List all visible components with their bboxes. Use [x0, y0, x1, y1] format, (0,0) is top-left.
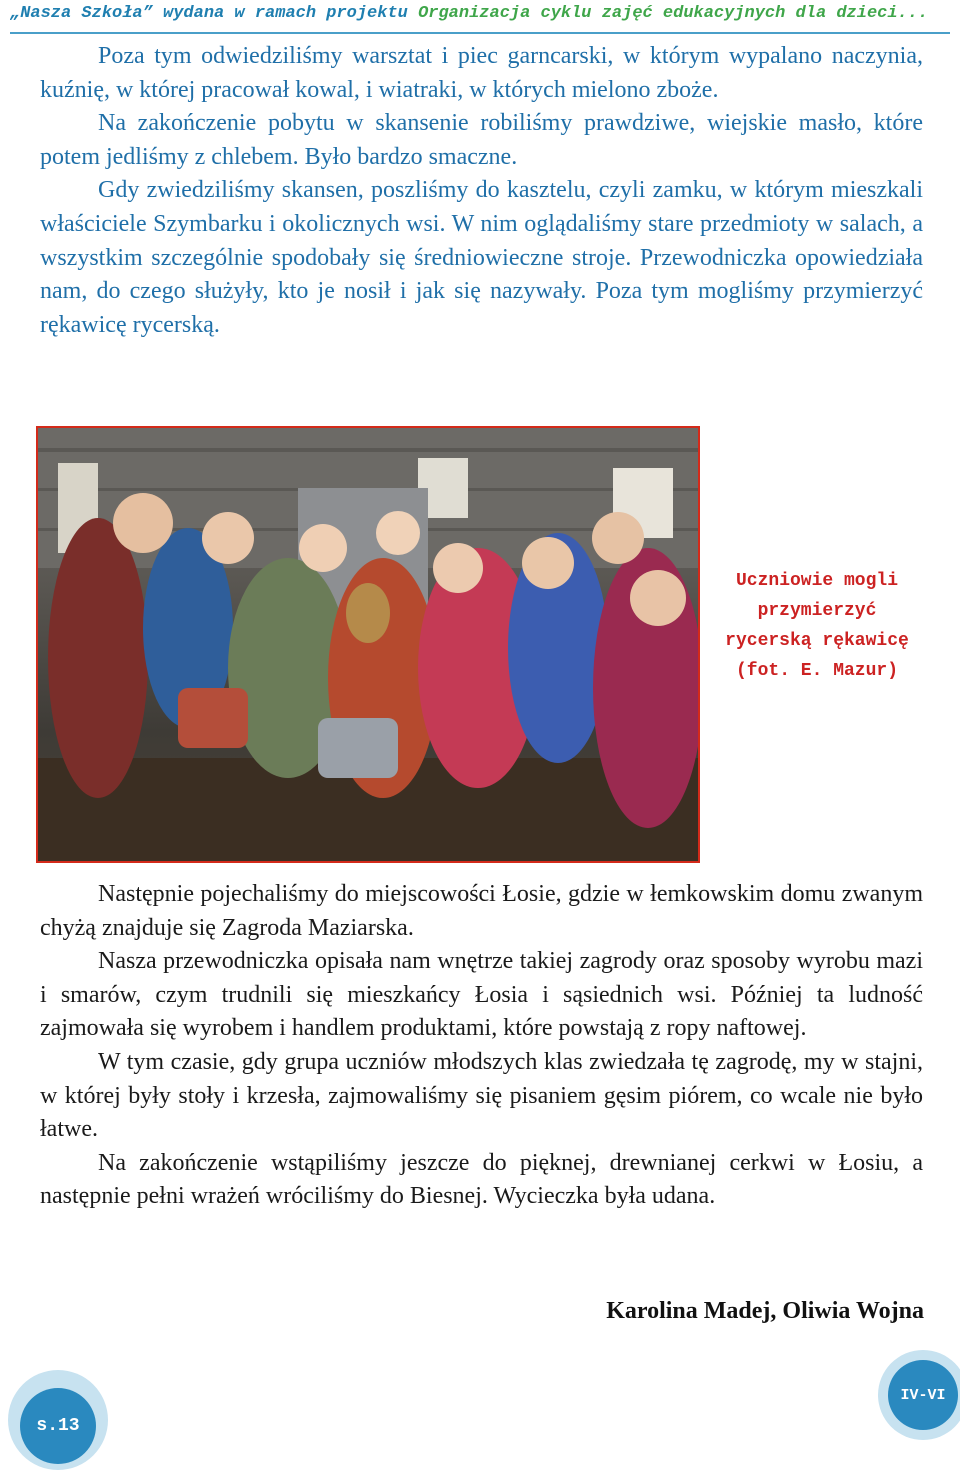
header-prefix: „Nasza Szkoła” wydana w ramach projektu: [10, 4, 419, 23]
paragraph: Nasza przewodniczka opisała nam wnętrze takiej zagrody oraz sposoby wyrobu mazi i smarów, czym trudnili się mieszkańcy Łosia i sąsiednich wsi. Później ta ludność zajmowała się wyrobem i handlem produktami, które powstają z ropy naftowej.: [40, 948, 923, 1042]
caption-line: (fot. E. Mazur): [735, 661, 899, 681]
caption-line: Uczniowie mogli: [735, 571, 899, 591]
paragraph: Na zakończenie wstąpiliśmy jeszcze do pięknej, drewnianej cerkwi w Łosiu, a następnie pełni wrażeń wróciliśmy do Biesnej. Wycieczka była udana.: [40, 1149, 923, 1210]
header-project: Organizacja cyklu zajęć edukacyjnych dla dzieci...: [418, 4, 929, 23]
article-bottom: [40, 878, 923, 1214]
caption-line: rycerską rękawicę: [725, 631, 909, 651]
photo-caption: [712, 566, 922, 686]
page-number-badge: s.13: [20, 1388, 96, 1464]
caption-line: przymierzyć: [757, 601, 877, 621]
paragraph: W tym czasie, gdy grupa uczniów młodszych klas zwiedzała tę zagrodę, my w stajni, w której były stoły i krzesła, zajmowaliśmy się pisaniem gęsim piórem, co wcale nie było łatwe.: [40, 1048, 923, 1143]
paragraph: Następnie pojechaliśmy do miejscowości Łosie, gdzie w łemkowskim domu zwanym chyżą znajduje się Zagroda Maziarska.: [40, 881, 923, 941]
photo-children-with-gauntlet: [36, 426, 700, 863]
article-top: [40, 40, 923, 342]
paragraph: Na zakończenie pobytu w skansenie robiliśmy prawdziwe, wiejskie masło, które potem jedliśmy z chlebem. Było bardzo smaczne.: [40, 110, 923, 170]
page-header: [10, 0, 950, 34]
paragraph: Poza tym odwiedziliśmy warsztat i piec garncarski, w którym wypalano naczynia, kuźnię, w której pracował kowal, i wiatraki, w których mielono zboże.: [40, 43, 923, 103]
paragraph: Gdy zwiedziliśmy skansen, poszliśmy do kasztelu, czyli zamku, w którym mieszkali właściciele Szymbarku i okolicznych wsi. W nim oglądaliśmy stare przedmioty w salach, a wszystkim szczególnie spodobały się średniowieczne stroje. Przewodniczka opowiedziała nam, do czego służyły, kto je nosił i jak się nazywały. Poza tym mogliśmy przymierzyć rękawicę rycerską.: [40, 177, 923, 338]
photo-illustration: [38, 428, 698, 861]
author-signature: Karolina Madej, Oliwia Wojna: [606, 1298, 924, 1324]
grade-badge: IV-VI: [888, 1360, 958, 1430]
